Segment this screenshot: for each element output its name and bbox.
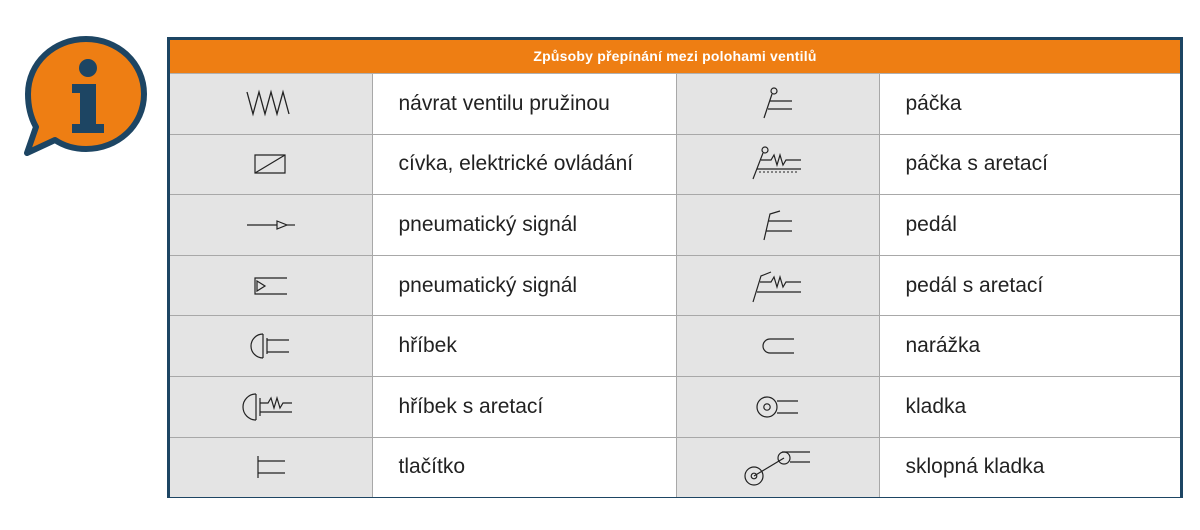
pedal-detent-icon bbox=[743, 266, 813, 306]
label-cell: návrat ventilu pružinou bbox=[372, 74, 676, 134]
table-row bbox=[170, 134, 1180, 195]
symbol-cell bbox=[170, 437, 372, 497]
symbol-cell bbox=[170, 316, 372, 377]
symbol-cell bbox=[170, 134, 372, 195]
table-row bbox=[170, 255, 1180, 316]
tilting-roller-icon bbox=[738, 445, 818, 489]
table-row bbox=[170, 437, 1180, 497]
label-cell: páčka s aretací bbox=[879, 134, 1180, 195]
symbol-cell bbox=[676, 437, 879, 497]
lever-detent-icon bbox=[743, 144, 813, 184]
solenoid-icon bbox=[241, 144, 301, 184]
table-row bbox=[170, 195, 1180, 256]
symbol-cell bbox=[676, 316, 879, 377]
mushroom-detent-icon bbox=[238, 387, 304, 427]
symbol-cell bbox=[676, 195, 879, 256]
push-button-icon bbox=[241, 447, 301, 487]
symbol-cell bbox=[676, 376, 879, 437]
label-cell: pneumatický signál bbox=[372, 195, 676, 256]
symbol-cell bbox=[170, 376, 372, 437]
table-row bbox=[170, 316, 1180, 377]
label-cell: narážka bbox=[879, 316, 1180, 377]
symbol-cell bbox=[170, 195, 372, 256]
roller-icon bbox=[748, 387, 808, 427]
symbol-cell bbox=[676, 74, 879, 134]
label-cell: pneumatický signál bbox=[372, 255, 676, 316]
label-cell: sklopná kladka bbox=[879, 437, 1180, 497]
plunger-icon bbox=[748, 326, 808, 366]
lever-icon bbox=[748, 84, 808, 124]
label-cell: hříbek bbox=[372, 316, 676, 377]
symbol-cell bbox=[676, 134, 879, 195]
label-cell: tlačítko bbox=[372, 437, 676, 497]
label-cell: páčka bbox=[879, 74, 1180, 134]
label-cell: kladka bbox=[879, 376, 1180, 437]
label-cell: cívka, elektrické ovládání bbox=[372, 134, 676, 195]
pneumatic-signal-arrow-icon bbox=[241, 205, 301, 245]
label-cell: pedál s aretací bbox=[879, 255, 1180, 316]
spring-icon bbox=[241, 84, 301, 124]
table-row bbox=[170, 74, 1180, 134]
valve-actuation-table bbox=[167, 37, 1183, 498]
table-title: Způsoby přepínání mezi polohami ventilů bbox=[170, 40, 1180, 74]
label-cell: hříbek s aretací bbox=[372, 376, 676, 437]
label-cell: pedál bbox=[879, 195, 1180, 256]
table-row bbox=[170, 376, 1180, 437]
symbol-cell bbox=[170, 74, 372, 134]
symbol-cell bbox=[676, 255, 879, 316]
mushroom-button-icon bbox=[241, 326, 301, 366]
pedal-icon bbox=[748, 205, 808, 245]
actuation-grid bbox=[170, 74, 1180, 497]
symbol-cell bbox=[170, 255, 372, 316]
info-icon bbox=[22, 34, 150, 158]
pneumatic-signal-box-icon bbox=[241, 266, 301, 306]
